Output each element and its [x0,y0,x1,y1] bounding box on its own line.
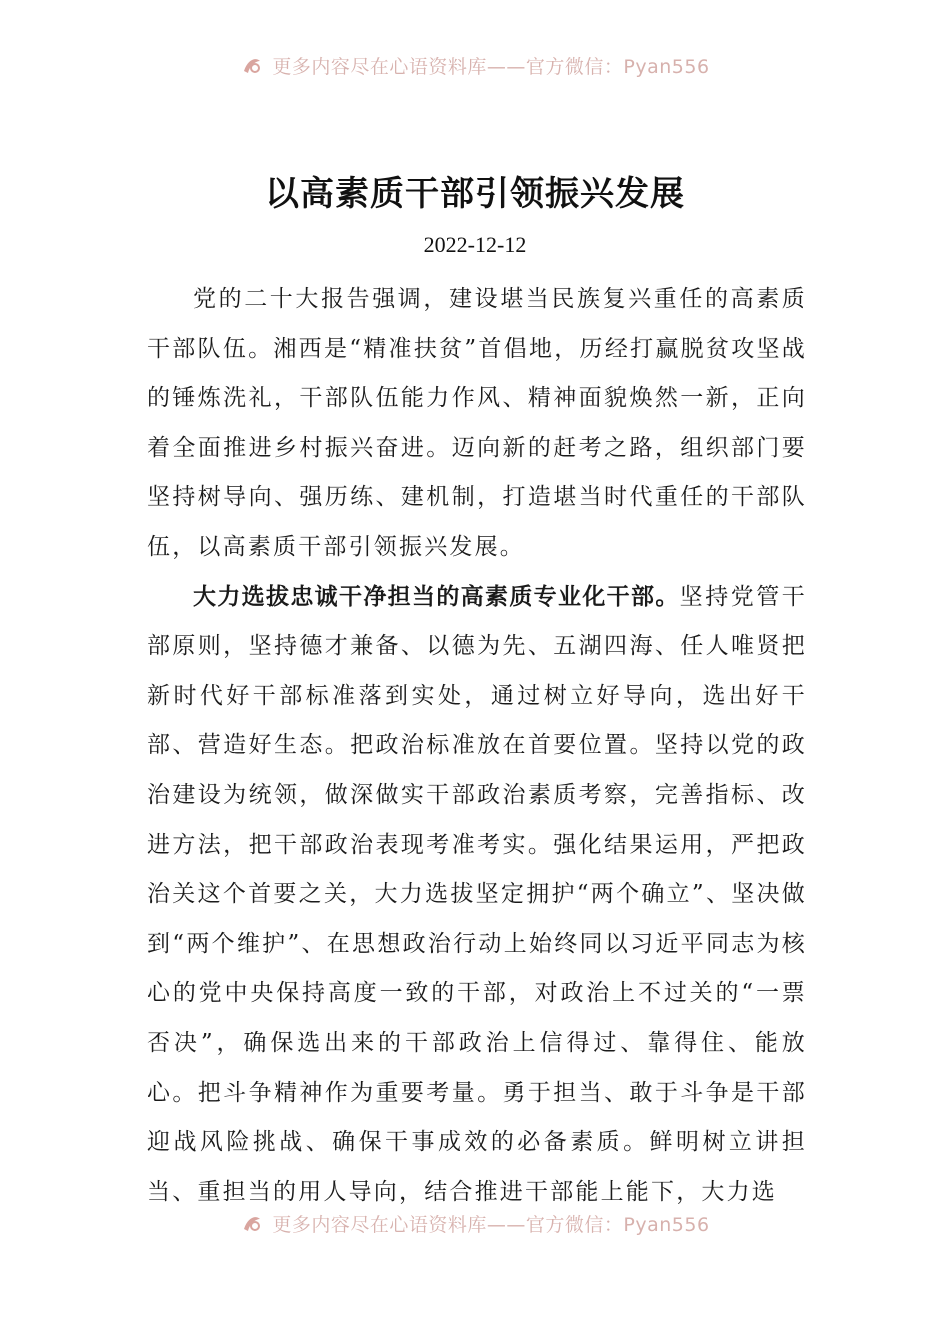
watermark-text: 更多内容尽在心语资料库——官方微信：Pyan556 [272,55,710,78]
document-body [147,275,807,1217]
watermark-logo-icon [240,1211,264,1235]
paragraph-2-lead: 大力选拔忠诚干净担当的高素质专业化干部。 [193,583,680,610]
paragraph-2-text: 坚持党管干部原则，坚持德才兼备、以德为先、五湖四海、任人唯贤把新时代好干部标准落到实处，通过树立好导向，选出好干部、营造好生态。把政治标准放在首要位置。坚持以党的政治建设为统领，做深做实干部政治素质考察，完善指标、改进方法，把干部政治表现考准考实。强化结果运用，严把政治关这个首要之关，大力选拔坚定拥护“两个确立”、坚决做到“两个维护”、在思想政治行动上始终同以习近平同志为核心的党中央保持高度一致的干部，对政治上不过关的“一票否决”，确保选出来的干部政治上信得过、靠得住、能放心。把斗争精神作为重要考量。勇于担当、敢于斗争是干部迎战风险挑战、确保干事成效的必备素质。鲜明树立讲担当、重担当的用人导向，结合推进干部能上能下，大力选 [147,583,808,1205]
watermark-text: 更多内容尽在心语资料库——官方微信：Pyan556 [272,1213,710,1236]
document-date: 2022-12-12 [423,232,527,257]
watermark-logo-icon [240,53,264,77]
document-title: 以高素质干部引领振兴发展 [265,174,685,214]
paragraph-1 [147,275,807,573]
watermark-footer [0,1208,950,1238]
paragraph-1-text: 党的二十大报告强调，建设堪当民族复兴重任的高素质干部队伍。湘西是“精准扶贫”首倡地，历经打赢脱贫攻坚战的锤炼洗礼，干部队伍能力作风、精神面貌焕然一新，正向着全面推进乡村振兴奋进。迈向新的赶考之路，组织部门要坚持树导向、强历练、建机制，打造堪当时代重任的干部队伍，以高素质干部引领振兴发展。 [147,286,807,560]
paragraph-2 [147,573,807,1218]
watermark-header [0,50,950,80]
